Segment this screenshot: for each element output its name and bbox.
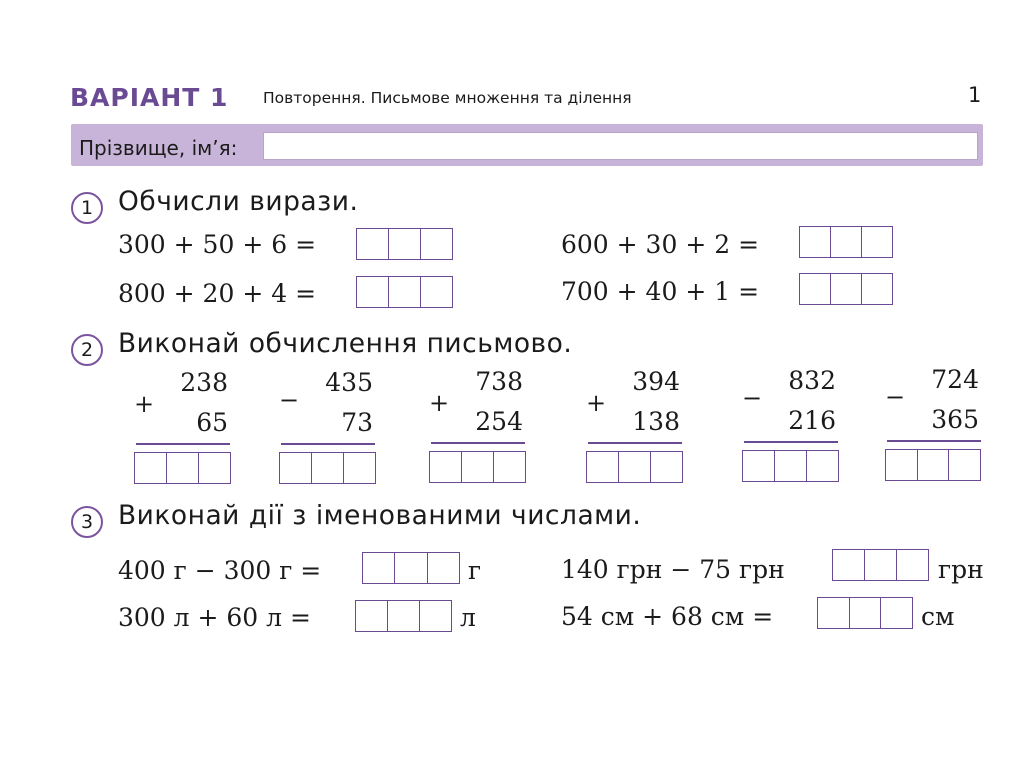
column-problem: [586, 367, 686, 487]
task-2-title: Виконай обчислення письмово.: [118, 328, 573, 359]
answer-box[interactable]: [885, 449, 981, 481]
task-1-expression: 600 + 30 + 2 =: [561, 230, 760, 259]
operator-sign: +: [586, 389, 607, 417]
bottom-number: 73: [341, 408, 373, 437]
bottom-number: 254: [475, 407, 523, 436]
task-3-expression: 140 грн − 75 грн: [561, 555, 785, 584]
top-number: 435: [325, 368, 373, 397]
answer-box[interactable]: [362, 552, 460, 584]
top-number: 394: [632, 367, 680, 396]
task-3-expression: 400 г − 300 г =: [118, 556, 322, 585]
answer-box[interactable]: [134, 452, 231, 484]
answer-box[interactable]: [429, 451, 526, 483]
task-1-expression: 300 + 50 + 6 =: [118, 230, 317, 259]
bottom-number: 216: [788, 406, 836, 435]
answer-box[interactable]: [586, 451, 683, 483]
task-1-expression: 700 + 40 + 1 =: [561, 277, 760, 306]
sum-line: [281, 443, 375, 445]
worksheet-subtitle: Повторення. Письмове множення та ділення: [263, 89, 632, 107]
task-2-number: 2: [71, 334, 103, 366]
task-3-title: Виконай дії з іменованими числами.: [118, 500, 642, 531]
top-number: 832: [788, 366, 836, 395]
unit-label: см: [921, 602, 955, 631]
bottom-number: 65: [196, 408, 228, 437]
column-problem: [134, 368, 234, 488]
task-3-expression: 54 см + 68 см =: [561, 602, 774, 631]
answer-box[interactable]: [356, 228, 453, 260]
column-problem: [885, 365, 985, 485]
answer-box[interactable]: [799, 273, 893, 305]
operator-sign: +: [429, 389, 450, 417]
task-1-expression: 800 + 20 + 4 =: [118, 279, 317, 308]
answer-box[interactable]: [817, 597, 913, 629]
operator-sign: −: [742, 384, 763, 412]
variant-title: ВАРІАНТ 1: [70, 83, 229, 112]
name-label: Прізвище, ім’я:: [79, 136, 238, 160]
task-3-expression: 300 л + 60 л =: [118, 603, 311, 632]
page-number: 1: [968, 83, 982, 107]
operator-sign: −: [885, 383, 906, 411]
unit-label: л: [460, 603, 476, 632]
sum-line: [431, 442, 525, 444]
answer-box[interactable]: [355, 600, 452, 632]
name-input[interactable]: [263, 132, 978, 160]
answer-box[interactable]: [356, 276, 453, 308]
sum-line: [588, 442, 682, 444]
answer-box[interactable]: [832, 549, 929, 581]
task-1-title: Обчисли вирази.: [118, 186, 359, 217]
answer-box[interactable]: [799, 226, 893, 258]
operator-sign: +: [134, 390, 155, 418]
unit-label: грн: [938, 555, 984, 584]
top-number: 738: [475, 367, 523, 396]
column-problem: [279, 368, 379, 488]
operator-sign: −: [279, 386, 300, 414]
bottom-number: 138: [632, 407, 680, 436]
task-3-number: 3: [71, 506, 103, 538]
answer-box[interactable]: [279, 452, 376, 484]
bottom-number: 365: [931, 405, 979, 434]
column-problem: [742, 366, 842, 486]
unit-label: г: [468, 556, 482, 585]
answer-box[interactable]: [742, 450, 839, 482]
sum-line: [744, 441, 838, 443]
top-number: 724: [931, 365, 979, 394]
sum-line: [887, 440, 981, 442]
column-problem: [429, 367, 529, 487]
task-1-number: 1: [71, 192, 103, 224]
sum-line: [136, 443, 230, 445]
top-number: 238: [180, 368, 228, 397]
